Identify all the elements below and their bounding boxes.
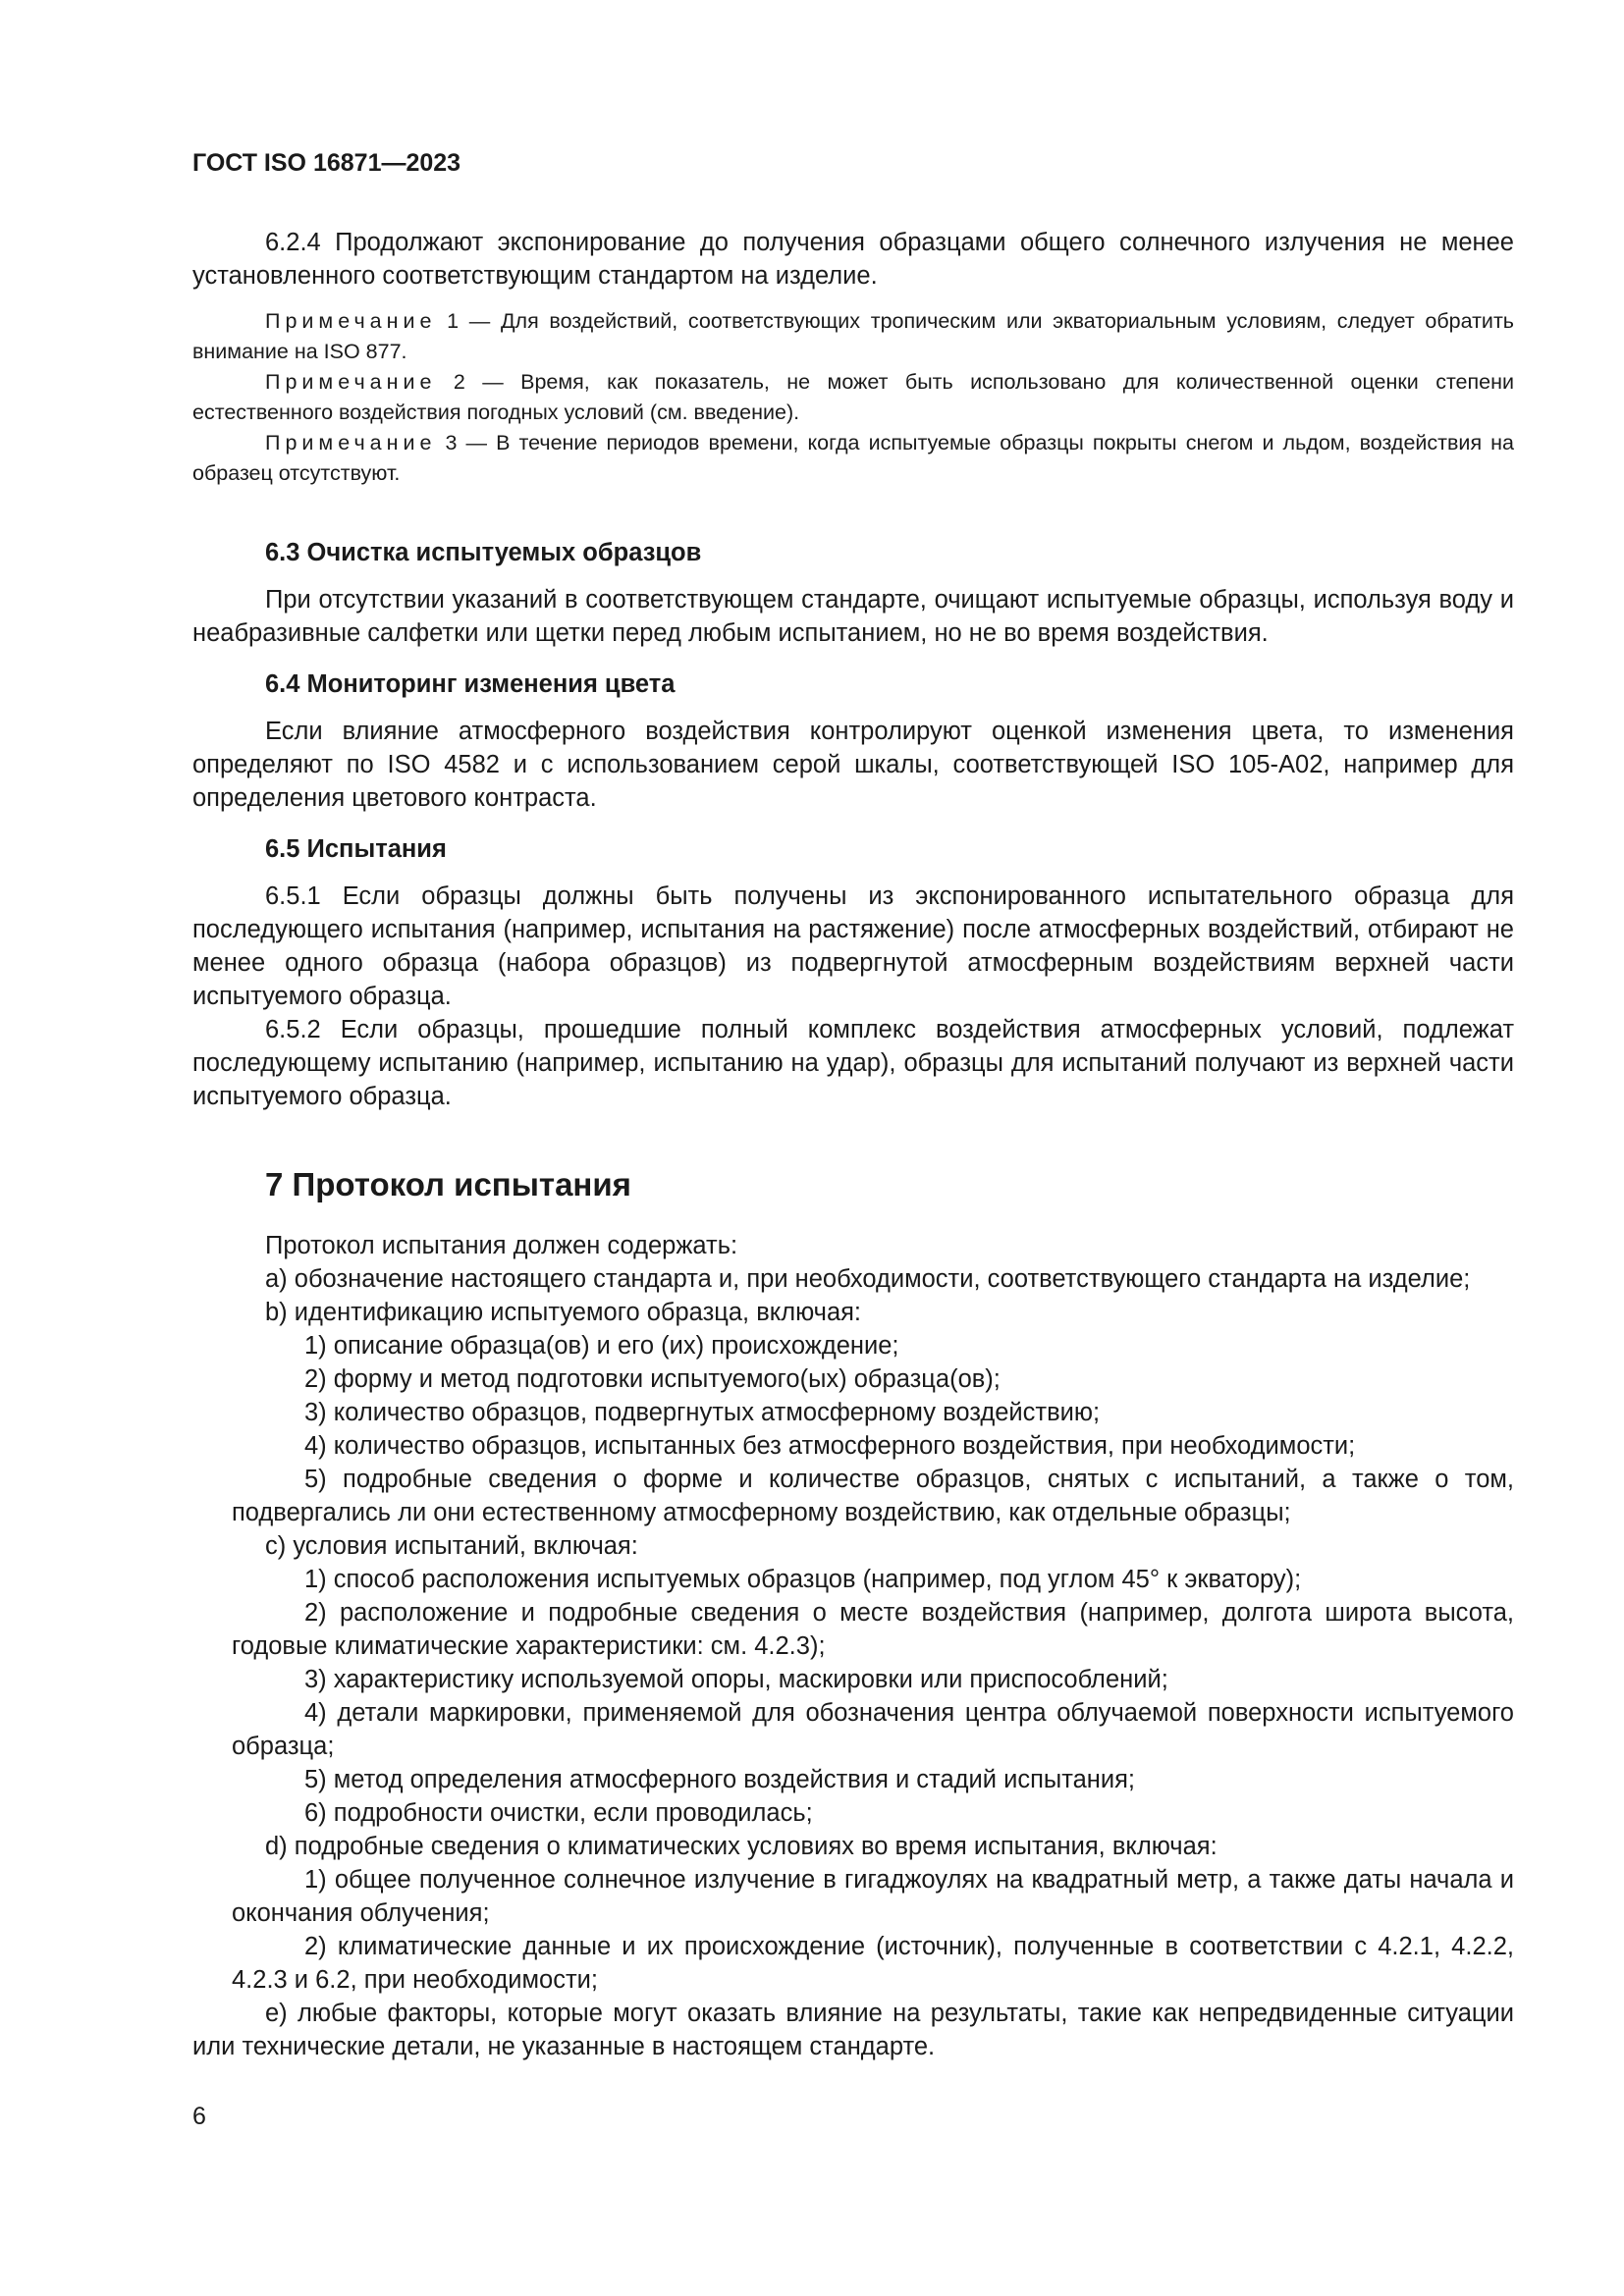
list-item-b2: 2) форму и метод подготовки испытуемого(ых) образца(ов); — [304, 1365, 1001, 1393]
list-item-b: b) идентификацию испытуемого образца, включая: — [265, 1299, 862, 1326]
page-number: 6 — [192, 2103, 206, 2130]
note-label: Примечание — [265, 431, 437, 454]
note-3 — [192, 428, 1514, 489]
list-item-b3: 3) количество образцов, подвергнутых атмосферному воздействию; — [304, 1399, 1101, 1426]
paragraph-6-4: Если влияние атмосферного воздействия контролируют оценкой изменения цвета, то изменения определяют по ISO 4582 и с использованием серой шкалы, соответствующей ISO 105-A02, например для определения цветового контраста. — [192, 718, 1514, 812]
list-item-d: d) подробные сведения о климатических условиях во время испытания, включая: — [265, 1833, 1218, 1860]
note-1 — [192, 306, 1514, 367]
paragraph-6-5-2: 6.5.2 Если образцы, прошедшие полный комплекс воздействия атмосферных условий, подлежат последующему испытанию (например, испытанию на удар), образцы для испытаний получают из верхней части испытуемого образца. — [192, 1016, 1514, 1110]
paragraph-6-5-1: 6.5.1 Если образцы должны быть получены из экспонированного испытательного образца для последующего испытания (например, испытания на растяжение) после атмосферных воздействий, отбирают не менее одного образца (набора образцов) из подвергнутой атмосферным воздействиям верхней части испытуемого образца. — [192, 882, 1514, 1010]
list-item-b5: 5) подробные сведения о форме и количестве образцов, снятых с испытаний, а также о том, подвергались ли они естественному атмосферному воздействию, как отдельные образцы; — [232, 1466, 1514, 1526]
document-header: ГОСТ ISO 16871—2023 — [192, 149, 461, 177]
list-item-d1: 1) общее полученное солнечное излучение в гигаджоулях на квадратный метр, а также даты начала и окончания облучения; — [232, 1866, 1514, 1927]
list-item-a: a) обозначение настоящего стандарта и, при необходимости, соответствующего стандарта на изделие; — [265, 1265, 1471, 1293]
note-label: Примечание — [265, 370, 437, 394]
note-text: 2 — Время, как показатель, не может быть использовано для количественной оценки степени естественного воздействия погодных условий (см. введение). — [192, 370, 1514, 424]
list-item-e: e) любые факторы, которые могут оказать влияние на результаты, такие как непредвиденные ситуации или технические детали, не указанные в настоящем стандарте. — [192, 2000, 1514, 2060]
note-label: Примечание — [265, 309, 437, 333]
list-item-c: c) условия испытаний, включая: — [265, 1532, 638, 1560]
section-heading-6-3: 6.3 Очистка испытуемых образцов — [265, 539, 702, 566]
list-item-c5: 5) метод определения атмосферного воздействия и стадий испытания; — [304, 1766, 1136, 1793]
paragraph-6-3: При отсутствии указаний в соответствующем стандарте, очищают испытуемые образцы, используя воду и неабразивные салфетки или щетки перед любым испытанием, но не во время воздействия. — [192, 586, 1514, 647]
list-item-c6: 6) подробности очистки, если проводилась; — [304, 1799, 813, 1827]
section-heading-7: 7 Протокол испытания — [265, 1166, 631, 1202]
list-item-c4: 4) детали маркировки, применяемой для обозначения центра облучаемой поверхности испытуемого образца; — [232, 1699, 1514, 1760]
note-text: 3 — В течение периодов времени, когда испытуемые образцы покрыты снегом и льдом, воздействия на образец отсутствуют. — [192, 431, 1514, 485]
note-text: 1 — Для воздействий, соответствующих тропическим или экваториальным условиям, следует обратить внимание на ISO 877. — [192, 309, 1514, 363]
list-item-b1: 1) описание образца(ов) и его (их) происхождение; — [304, 1332, 899, 1360]
list-item-c2: 2) расположение и подробные сведения о месте воздействия (например, долгота широта высота, годовые климатические характеристики: см. 4.2.3); — [232, 1599, 1514, 1660]
paragraph-6-2-4: 6.2.4 Продолжают экспонирование до получения образцами общего солнечного излучения не менее установленного соответствующим стандартом на изделие. — [192, 229, 1514, 290]
note-2 — [192, 367, 1514, 428]
list-item-c1: 1) способ расположения испытуемых образцов (например, под углом 45° к экватору); — [304, 1566, 1302, 1593]
paragraph-7-intro: Протокол испытания должен содержать: — [265, 1232, 738, 1259]
section-heading-6-4: 6.4 Мониторинг изменения цвета — [265, 670, 676, 698]
document-page — [192, 147, 1514, 2063]
list-item-c3: 3) характеристику используемой опоры, маскировки или приспособлений; — [304, 1666, 1168, 1693]
section-heading-6-5: 6.5 Испытания — [265, 835, 447, 863]
list-item-b4: 4) количество образцов, испытанных без атмосферного воздействия, при необходимости; — [304, 1432, 1356, 1460]
list-item-d2: 2) климатические данные и их происхождение (источник), полученные в соответствии с 4.2.1, 4.2.2, 4.2.3 и 6.2, при необходимости; — [232, 1933, 1514, 1994]
